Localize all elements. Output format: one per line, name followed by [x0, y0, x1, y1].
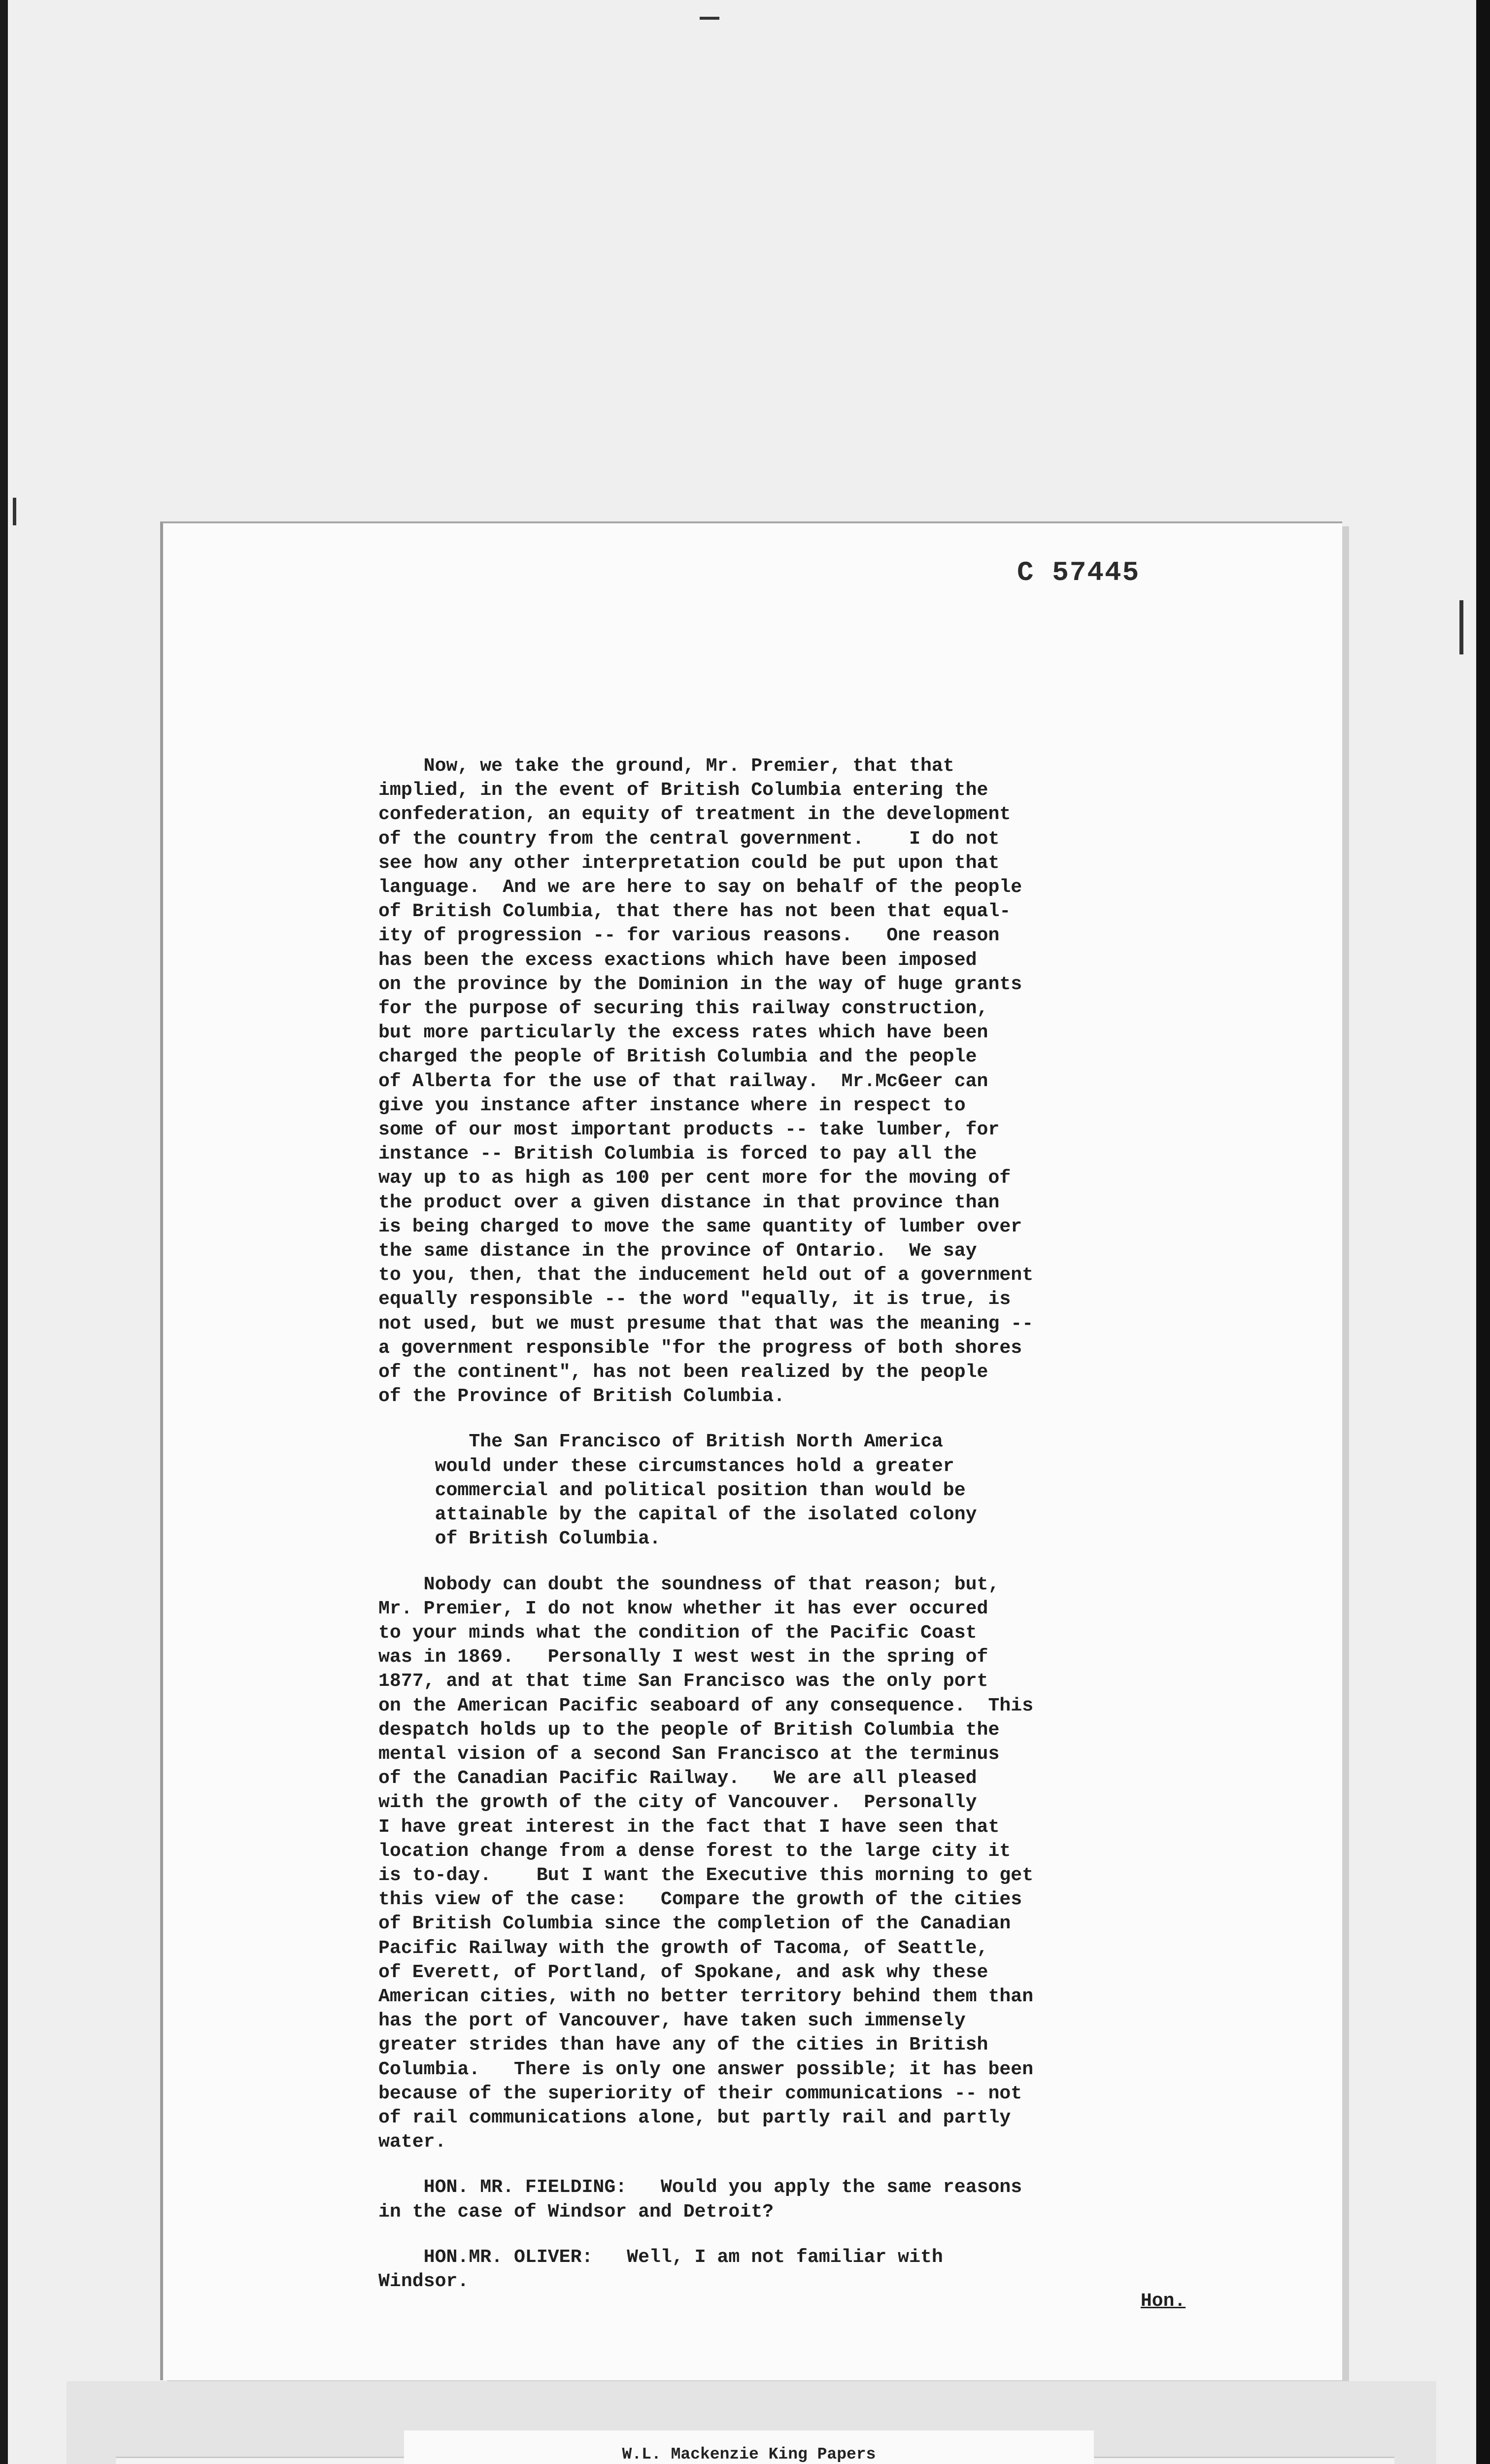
text-line: this view of the case: Compare the growth of the cities — [378, 1889, 1022, 1911]
collection-label — [404, 2430, 1094, 2464]
text-line: of the country from the central government. I do not — [378, 828, 1000, 850]
text-line: of British Columbia. — [378, 1528, 661, 1550]
text-line: of the Canadian Pacific Railway. We are all pleased — [378, 1768, 977, 1789]
text-line: greater strides than have any of the cities in British — [378, 2034, 988, 2056]
text-line: on the province by the Dominion in the way of huge grants — [378, 973, 1022, 995]
text-line: some of our most important products -- take lumber, for — [378, 1119, 1000, 1141]
text-line: the same distance in the province of Ontario. We say — [378, 1240, 977, 1262]
text-line: see how any other interpretation could be put upon that — [378, 852, 1000, 874]
text-line: implied, in the event of British Columbia entering the — [378, 780, 988, 801]
paragraph-gap — [378, 1551, 1226, 1573]
document-paragraph — [378, 1430, 1226, 1551]
film-edge-left — [0, 0, 8, 2464]
text-line: despatch holds up to the people of British Columbia the — [378, 1719, 1000, 1741]
text-line: a government responsible "for the progress of both shores — [378, 1337, 1022, 1359]
text-line: of the continent", has not been realized by the people — [378, 1362, 988, 1383]
scan-speck — [13, 498, 16, 525]
text-line: Pacific Railway with the growth of Tacoma, of Seattle, — [378, 1937, 988, 1959]
document-reference-number: C 57445 — [1017, 557, 1140, 588]
text-line: American cities, with no better territory behind them than — [378, 1985, 1034, 2007]
document-paragraph — [378, 2175, 1226, 2224]
text-line: HON.MR. OLIVER: Well, I am not familiar with — [378, 2246, 943, 2268]
text-line: on the American Pacific seaboard of any consequence. This — [378, 1695, 1034, 1716]
text-line: Mr. Premier, I do not know whether it has ever occured — [378, 1598, 988, 1619]
scan-speck — [700, 17, 719, 20]
film-edge-right — [1476, 0, 1490, 2464]
text-line: not used, but we must presume that that was the meaning -- — [378, 1313, 1034, 1335]
text-line: The San Francisco of British North America — [378, 1431, 943, 1453]
text-line: charged the people of British Columbia and the people — [378, 1046, 977, 1068]
text-line: 1877, and at that time San Francisco was the only port — [378, 1671, 988, 1692]
text-line: Nobody can doubt the soundness of that reason; but, — [378, 1574, 1000, 1595]
text-line: HON. MR. FIELDING: Would you apply the same reasons — [378, 2177, 1022, 2198]
document-paragraph — [378, 1573, 1226, 2155]
text-line: of rail communications alone, but partly rail and partly — [378, 2107, 1011, 2128]
text-line: give you instance after instance where in respect to — [378, 1095, 966, 1116]
text-line: but more particularly the excess rates which have been — [378, 1022, 988, 1044]
text-line: is being charged to move the same quantity of lumber over — [378, 1216, 1022, 1237]
text-line: of the Province of British Columbia. — [378, 1386, 785, 1407]
text-line: mental vision of a second San Francisco at the terminus — [378, 1743, 1000, 1765]
text-line: with the growth of the city of Vancouver. Personally — [378, 1792, 977, 1814]
text-line: I have great interest in the fact that I have seen that — [378, 1816, 1000, 1838]
text-line: was in 1869. Personally I west west in the spring of — [378, 1646, 988, 1668]
text-line: of Alberta for the use of that railway. Mr.McGeer can — [378, 1070, 988, 1092]
paragraph-gap — [378, 2224, 1226, 2245]
text-line: in the case of Windsor and Detroit? — [378, 2201, 774, 2223]
text-line: location change from a dense forest to the large city it — [378, 1840, 1011, 1862]
collection-name: W.L. Mackenzie King Papers — [622, 2445, 876, 2464]
text-line: commercial and political position than would be — [378, 1479, 966, 1501]
text-line: ity of progression -- for various reasons. One reason — [378, 925, 1000, 947]
text-line: to your minds what the condition of the Pacific Coast — [378, 1622, 977, 1643]
text-line: would under these circumstances hold a greater — [378, 1455, 954, 1477]
text-line: Windsor. — [378, 2270, 469, 2292]
text-line: attainable by the capital of the isolated colony — [378, 1504, 977, 1526]
text-line: for the purpose of securing this railway construction, — [378, 998, 988, 1020]
text-line: Now, we take the ground, Mr. Premier, that that — [378, 755, 954, 777]
paragraph-gap — [378, 1408, 1226, 1430]
text-line: Columbia. There is only one answer possible; it has been — [378, 2058, 1034, 2080]
text-line: to you, then, that the inducement held out of a government — [378, 1265, 1034, 1286]
document-body — [378, 754, 1226, 2293]
text-line: water. — [378, 2131, 446, 2153]
text-line: has the port of Vancouver, have taken such immensely — [378, 2010, 966, 2032]
document-paragraph — [378, 754, 1226, 1408]
text-line: of British Columbia, that there has not been that equal- — [378, 901, 1011, 923]
text-line: confederation, an equity of treatment in the development — [378, 804, 1011, 825]
paragraph-gap — [378, 2154, 1226, 2175]
text-line: is to-day. But I want the Executive this morning to get — [378, 1864, 1034, 1886]
text-line: because of the superiority of their communications -- not — [378, 2083, 1022, 2104]
text-line: instance -- British Columbia is forced to pay all the — [378, 1143, 977, 1165]
page-catchword: Hon. — [1141, 2291, 1186, 2312]
text-line: language. And we are here to say on behalf of the people — [378, 877, 1022, 898]
document-paragraph — [378, 2245, 1226, 2293]
scan-speck — [1459, 600, 1463, 654]
text-line: the product over a given distance in that province than — [378, 1192, 1000, 1213]
text-line: has been the excess exactions which have been imposed — [378, 949, 977, 971]
text-line: way up to as high as 100 per cent more for the moving of — [378, 1167, 1011, 1189]
text-line: equally responsible -- the word "equally, it is true, is — [378, 1289, 1011, 1310]
text-line: of Everett, of Portland, of Spokane, and ask why these — [378, 1961, 988, 1983]
text-line: of British Columbia since the completion of the Canadian — [378, 1913, 1011, 1935]
